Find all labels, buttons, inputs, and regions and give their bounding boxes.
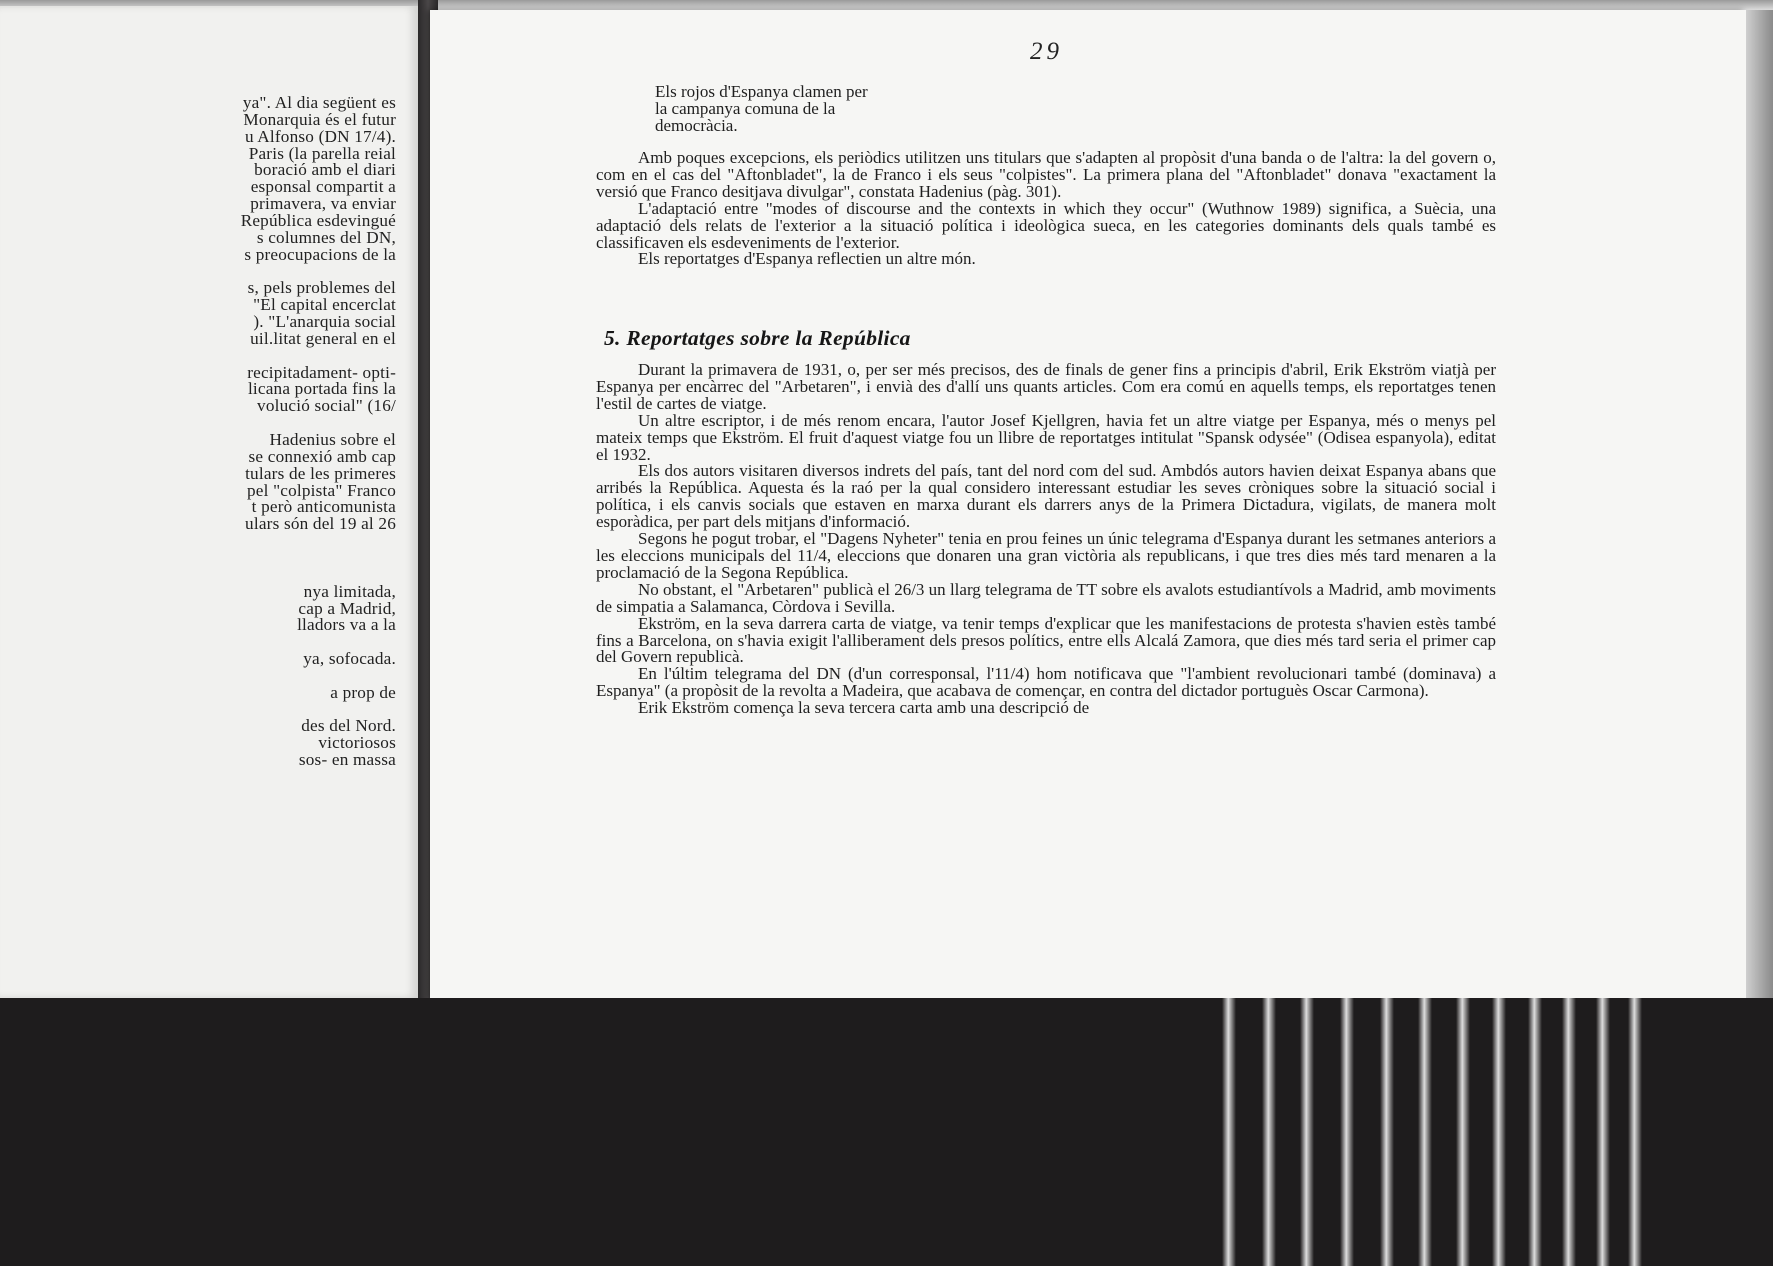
quote-line: la campanya comuna de la [655,98,836,118]
left-page-line: ya, sofocada. [303,649,396,669]
light-stripe [1456,998,1470,1266]
left-page-line: s, pels problemes del [247,278,396,298]
left-page-line: s preocupacions de la [244,244,396,264]
left-page-line: boració amb el diari [254,160,396,180]
body-text-after-heading [596,362,1496,717]
left-page-line: licana portada fins la [247,379,396,399]
left-page-line: esponsal compartit a [250,177,396,197]
left-page [0,6,418,998]
light-stripe [1222,998,1236,1266]
quote-line: Els rojos d'Espanya clamen per [655,82,868,101]
paragraph: Amb poques excepcions, els periòdics utilitzen uns titulars que s'adapten al propòsit d'una banda o de l'altra: la del govern o, com en el cas del "Aftonbladet", la de Franco i els seus "colpistes". La primera plana del "Aftonbladet" donava "exactament la versió que Franco desitjava divulgar", constata Hadenius (pàg. 301). [596,148,1496,201]
left-page-line: des del Nord. [301,716,396,736]
left-page-line: recipitadament- opti- [247,362,396,382]
paragraph: Ekström, en la seva darrera carta de viatge, va tenir temps d'explicar que les manifestacions de protesta s'havien estès també fins a Barcelona, on s'havia exigit l'alliberament dels presos polítics, entre ells Alcalá Zamora, que dies més tard seria el primer cap del Govern republicà. [596,613,1496,667]
page-number: 29 [1030,38,1063,65]
left-page-line: Hadenius sobre el [269,430,396,449]
light-stripe [1562,998,1576,1266]
left-page-line: lladors va a la [297,615,396,635]
left-page-line: a prop de [330,682,396,702]
light-stripe [1340,998,1354,1266]
paragraph: Un altre escriptor, i de més renom encara, l'autor Josef Kjellgren, havia fet un altre viatge per Espanya, més o menys pel mateix temps que Ekström. El fruit d'aquest viatge fou un llibre de reportatges intitulat "Spansk odysée" (Odisea espanyola), editat el 1932. [596,410,1496,464]
light-stripe [1262,998,1276,1266]
page-edge-strip [1746,10,1773,1000]
left-page-line: s columnes del DN, [256,227,396,247]
left-page-line: nya limitada, [303,581,396,601]
left-page-line: primavera, va enviar [250,194,396,214]
left-page-line: "El capital encerclat [253,295,396,315]
light-stripe [1596,998,1610,1266]
body-text-before-heading [596,150,1496,268]
left-page-line: volució social" (16/ [257,396,396,416]
left-page-line: uil.litat general en el [250,328,396,348]
left-page-line: ulars són del 19 al 26 [245,514,396,534]
light-stripe [1418,998,1432,1266]
light-stripe [1300,998,1314,1266]
left-page-line: cap a Madrid, [298,598,396,618]
paragraph: L'adaptació entre "modes of discourse and the contexts in which they occur" (Wuthnow 1989) significa, a Suècia, una adaptació dels relats de l'exterior a la situació política i ideològica sueca, en les categories dominants dels quals també es classificaven els esdeveniments de l'exterior. [596,198,1496,252]
left-page-line: pel "colpista" Franco [246,480,396,500]
left-page-line: sos- en massa [298,750,396,770]
paragraph: No obstant, el "Arbetaren" publicà el 26/3 un llarg telegrama de TT sobre els avalots estudiantívols a Madrid, amb moviments de simpatia a Salamanca, Còrdova i Sevilla. [596,579,1496,616]
left-page-line: u Alfonso (DN 17/4). [244,126,396,146]
section-heading: 5. Reportatges sobre la República [604,326,911,350]
paragraph: En l'últim telegrama del DN (d'un corresponsal, l'11/4) hom notificava que "l'ambient revolucionari també (dominava) a Espanya" (a propòsit de la revolta a Madeira, que acabava de començar, en contra del dictador portuguès Oscar Carmona). [596,664,1496,701]
light-stripe [1628,998,1642,1266]
paragraph: Erik Ekström comença la seva tercera carta amb una descripció de [638,698,1090,718]
light-stripe [1380,998,1394,1266]
left-page-line: República esdevingué [240,210,396,230]
left-page-line: ya". Al dia següent es [242,93,396,112]
left-page-line: victoriosos [318,733,396,753]
left-page-line: tulars de les primeres [245,463,396,483]
left-page-line: Monarquia és el futur [243,109,396,129]
scanner-background [0,998,1773,1266]
quote-line: democràcia. [655,115,738,135]
paragraph: Segons he pogut trobar, el "Dagens Nyheter" tenia en prou feines un únic telegrama d'Espanya durant les setmanes anteriors a les eleccions municipals del 11/4, eleccions que donaren una gran victòria als republicans, i que tres dies més tard menaren a la proclamació de la Segona República. [596,529,1496,582]
light-stripe [1528,998,1542,1266]
paragraph: Els dos autors visitaren diversos indrets del país, tant del nord com del sud. Ambdós autors havien deixat Espanya abans que arribés la República. Aquesta és la raó per la qual considero interessant estudiar les seves cròniques sobre la situació social i política, i els canvis socials que estaven en marxa durant els darrers anys de la Primera Dictadura, vigilats, de manera molt esporàdica, per part dels mitjans d'informació. [596,461,1496,532]
paragraph: Durant la primavera de 1931, o, per ser més precisos, des de finals de gener fins a principis d'abril, Erik Ekström viatjà per Espanya per encàrrec del "Arbetaren", i envià des d'allí uns quants articles. Com era comú en aquells temps, els reportatges tenen l'estil de cartes de viatge. [596,360,1496,413]
left-page-line: t però anticomunista [251,497,396,517]
left-page-line: se connexió amb cap [248,446,396,466]
left-page-line: Paris (la parella reial [248,143,396,163]
light-stripe [1492,998,1506,1266]
paragraph: Els reportatges d'Espanya reflectien un altre món. [638,249,976,269]
left-page-line: ). "L'anarquia social [253,312,396,332]
headline-quote [655,84,868,135]
